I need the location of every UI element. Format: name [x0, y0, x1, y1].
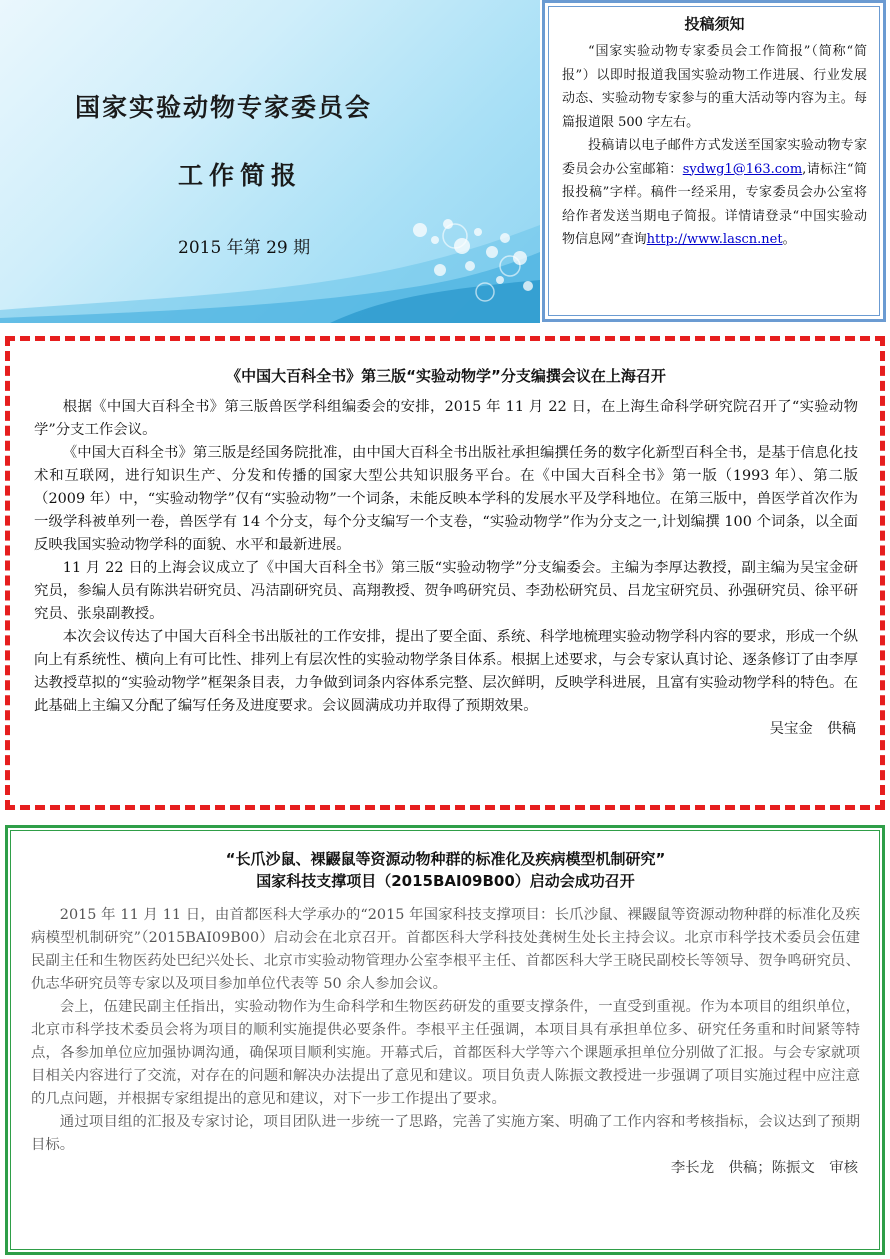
website-link[interactable]: http://www.lascn.net: [646, 232, 783, 247]
article-encyclopedia-meeting: [5, 336, 885, 810]
article-title-line-2: 国家科技支撑项目（2015BAI09B00）启动会成功召开: [256, 872, 635, 890]
article-byline: 吴宝金 供稿: [769, 721, 856, 737]
issue-number: 2015 年第 29 期: [178, 238, 311, 258]
article-paragraph: 11 月 22 日的上海会议成立了《中国大百科全书》第三版“实验动物学”分支编委会。主编为李厚达教授，副主编为吴宝金研究员，参编人员有陈洪岩研究员、冯洁副研究员、高翔教授、贺争鸣研究员、李劲松研究员、吕龙宝研究员、孙强研究员、徐平研究员、张泉副教授。: [34, 560, 858, 622]
notice-text-before-email: 投稿请以电子邮件方式发送至国家实验动物专家委员会办公室邮箱：: [562, 138, 867, 177]
notice-text-middle: ,请标注“简报投稿”字样。稿件一经采用，专家委员会办公室将给作者发送当期电子简报。详情请登录“中国实验动物信息网”查询: [562, 161, 867, 247]
notice-text-end: 。: [782, 232, 796, 247]
article-paragraph: 《中国大百科全书》第三版是经国务院批准，由中国大百科全书出版社承担编撰任务的数字化新型百科全书，是基于信息化技术和互联网，进行知识生产、分发和传播的国家大型公共知识服务平台。在《中国大百科全书》第一版（1993 年）、第二版（2009 年）中，“实验动物学”仅有“实验动物”一个词条，未能反映本学科的发展水平及学科地位。在第三版中，兽医学首次作为一级学科被单列一卷，兽医学有 14 个分支，每个分支编写一个支卷，“实验动物学”作为分支之一,计划编撰 100 个词条，以全面反映我国实验动物学科的面貌、水平和最新进展。: [34, 445, 858, 553]
article-byline: 李长龙 供稿；陈振文 审核: [670, 1160, 858, 1176]
article-paragraph: 2015 年 11 月 11 日，由首都医科大学承办的“2015 年国家科技支撑项目：长爪沙鼠、裸鼹鼠等资源动物种群的标准化及疾病模型机制研究”（2015BAI09B00）启动会在北京召开。首都医科大学科技处龚树生处长主持会议。北京市科学技术委员会伍建民副主任和生物医药处巴纪兴处长、北京市实验动物管理办公室李根平主任、首都医科大学王晓民副校长等领导、贺争鸣研究员、仇志华研究员等专家以及项目参加单位代表等 50 余人参加会议。: [31, 907, 860, 992]
article-title-line-1: “长爪沙鼠、裸鼹鼠等资源动物种群的标准化及疾病模型机制研究”: [225, 850, 666, 868]
notice-paragraph-2: [562, 134, 867, 252]
publication-subtitle: 工作简报: [178, 161, 303, 190]
article-project-kickoff: [5, 825, 885, 1255]
submission-notice-box: [542, 0, 886, 322]
notice-title: 投稿须知: [684, 15, 745, 33]
article-paragraph: 本次会议传达了中国大百科全书出版社的工作安排，提出了要全面、系统、科学地梳理实验动物学科内容的要求，形成一个纵向上有系统性、横向上有可比性、排列上有层次性的实验动物学条目体系。根据上述要求，与会专家认真讨论、逐条修订了由李厚达教授草拟的“实验动物学”框架条目表，力争做到词条内容体系完整、层次鲜明，反映学科进展，且富有实验动物学科的特色。在此基础上主编又分配了编写任务及进度要求。会议圆满成功并取得了预期效果。: [34, 629, 858, 714]
header-banner: [0, 0, 540, 323]
article-title: 《中国大百科全书》第三版“实验动物学”分支编撰会议在上海召开: [226, 367, 666, 385]
article-paragraph: 通过项目组的汇报及专家讨论，项目团队进一步统一了思路，完善了实施方案、明确了工作内容和考核指标，会议达到了预期目标。: [31, 1114, 860, 1153]
email-link[interactable]: sydwg1@163.com: [682, 161, 803, 177]
article-paragraph: 根据《中国大百科全书》第三版兽医学科组编委会的安排，2015 年 11 月 22 日，在上海生命科学研究院召开了“实验动物学”分支工作会议。: [34, 399, 858, 438]
publication-title: 国家实验动物专家委员会: [75, 93, 373, 122]
notice-paragraph-1: “国家实验动物专家委员会工作简报”（简称“简报”）以即时报道我国实验动物工作进展、行业发展动态、实验动物专家参与的重大活动等内容为主。每篇报道限 500 字左右。: [562, 44, 867, 130]
article-paragraph: 会上，伍建民副主任指出，实验动物作为生命科学和生物医药研发的重要支撑条件，一直受到重视。作为本项目的组织单位，北京市科学技术委员会将为项目的顺利实施提供必要条件。李根平主任强调，本项目具有承担单位多、研究任务重和时间紧等特点，各参加单位应加强协调沟通，确保项目顺利实施。开幕式后，首都医科大学等六个课题承担单位分别做了汇报。与会专家就项目相关内容进行了交流，对存在的问题和解决办法提出了意见和建议。项目负责人陈振文教授进一步强调了项目实施过程中应注意的几点问题，并根据专家组提出的意见和建议，对下一步工作提出了要求。: [31, 999, 860, 1107]
